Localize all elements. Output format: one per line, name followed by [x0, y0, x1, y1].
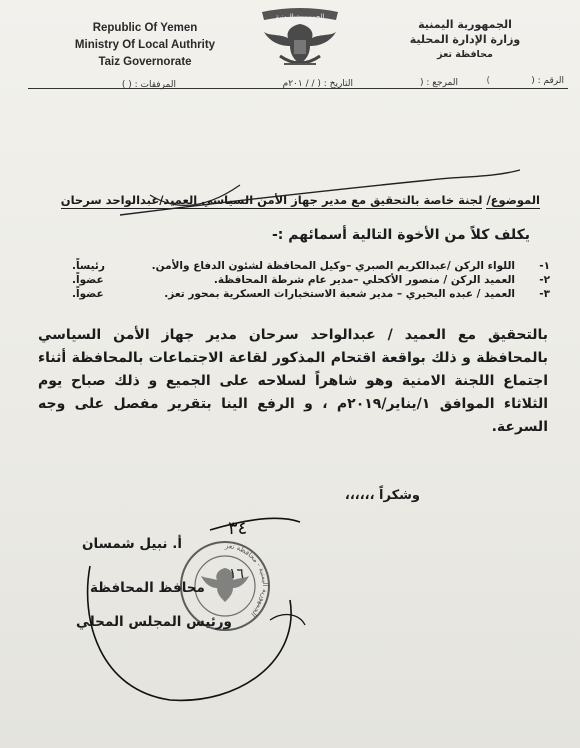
ref-date-field: التاريخ : ( / / ٢٠١م	[282, 79, 353, 89]
committee-members-list	[60, 260, 550, 302]
stamp-handwritten-number: ١٦	[229, 566, 245, 582]
letterhead-ministry: Ministry Of Local Authrity	[74, 39, 216, 51]
closing-thanks: وشكراً ،،،،،،	[344, 488, 420, 503]
member-role: عضواً.	[72, 274, 104, 286]
signatory-name: أ. نبيل شمسان	[82, 536, 182, 552]
member-row	[60, 288, 550, 302]
letterhead-ministry-ar: وزارة الإدارة المحلية	[409, 33, 521, 46]
yemen-emblem-icon	[250, 6, 350, 78]
letterhead-country-ar: الجمهورية اليمنية	[418, 18, 512, 31]
member-number: ٣-	[539, 288, 550, 300]
signatory-title: محافظ المحافظة	[90, 580, 205, 596]
english-letterhead	[50, 20, 240, 71]
member-text: العميد الركن / منصور الأكحلي –مدير عام شرطة المحافظة.	[213, 274, 515, 286]
signatory-title-council: ورئيس المجلس المحلي	[76, 614, 232, 630]
member-number: ١-	[539, 260, 550, 272]
letterhead-governorate: Taiz Governorate	[98, 56, 192, 68]
letter-body: بالتحقيق مع العميد / عبدالواحد سرحان مدير جهاز الأمن السياسي بالمحافظة و ذلك بواقعة اقتحام المذكور لقاعة الاجتماعات بالمحافظة أثناء اجتماع اللجنة الامنية وهو شاهراً لسلاحه على الجميع و ذلك صباح يوم الثلاثاء الموافق ١/يناير/٢٠١٩م ، و الرفع الينا بتقرير مفصل على وجه السرعة.	[38, 327, 548, 435]
letterhead-governorate-ar: محافظة تعز	[437, 49, 493, 60]
subject-text: لجنة خاصة بالتحقيق مع مدير جهاز الأمن السياسي العميد/عبدالواحد سرحان	[60, 193, 483, 207]
ref-attachments-field: المرفقات : ( )	[121, 80, 176, 90]
emblem-banner-text: الجمهورية اليمنية	[275, 13, 325, 21]
stamp-ring-text: الجمهورية اليمنية - محافظة تعز	[224, 541, 269, 619]
arabic-letterhead	[380, 17, 550, 62]
member-role: عضواً.	[72, 288, 104, 300]
ref-reference-field: المرجع : (	[419, 78, 458, 88]
ref-number-field: الرقم : (	[531, 76, 564, 86]
member-row	[60, 274, 550, 288]
member-text: اللواء الركن /عبدالكريم الصبري –وكيل المحافظة لشئون الدفاع والأمن.	[151, 260, 515, 272]
handwritten-note: ٣٤	[228, 518, 248, 539]
member-text: العميد / عبده البحيري – مدير شعبة الاستخبارات العسكرية بمحور تعز.	[164, 288, 515, 300]
member-role: رئيساً.	[72, 260, 105, 272]
subject-line	[60, 192, 540, 208]
member-number: ٢-	[539, 274, 550, 286]
member-row	[60, 260, 550, 274]
letterhead-country: Republic Of Yemen	[92, 22, 198, 34]
reference-line: الرقم : ( ) المرجع : ( التاريخ : ( / / ٢٠١م المرفقات : ( )	[28, 77, 568, 105]
assignment-intro: يكلف كلاً من الأخوة التالية أسمائهم :-	[271, 227, 530, 243]
subject-label: الموضوع/	[486, 193, 540, 207]
